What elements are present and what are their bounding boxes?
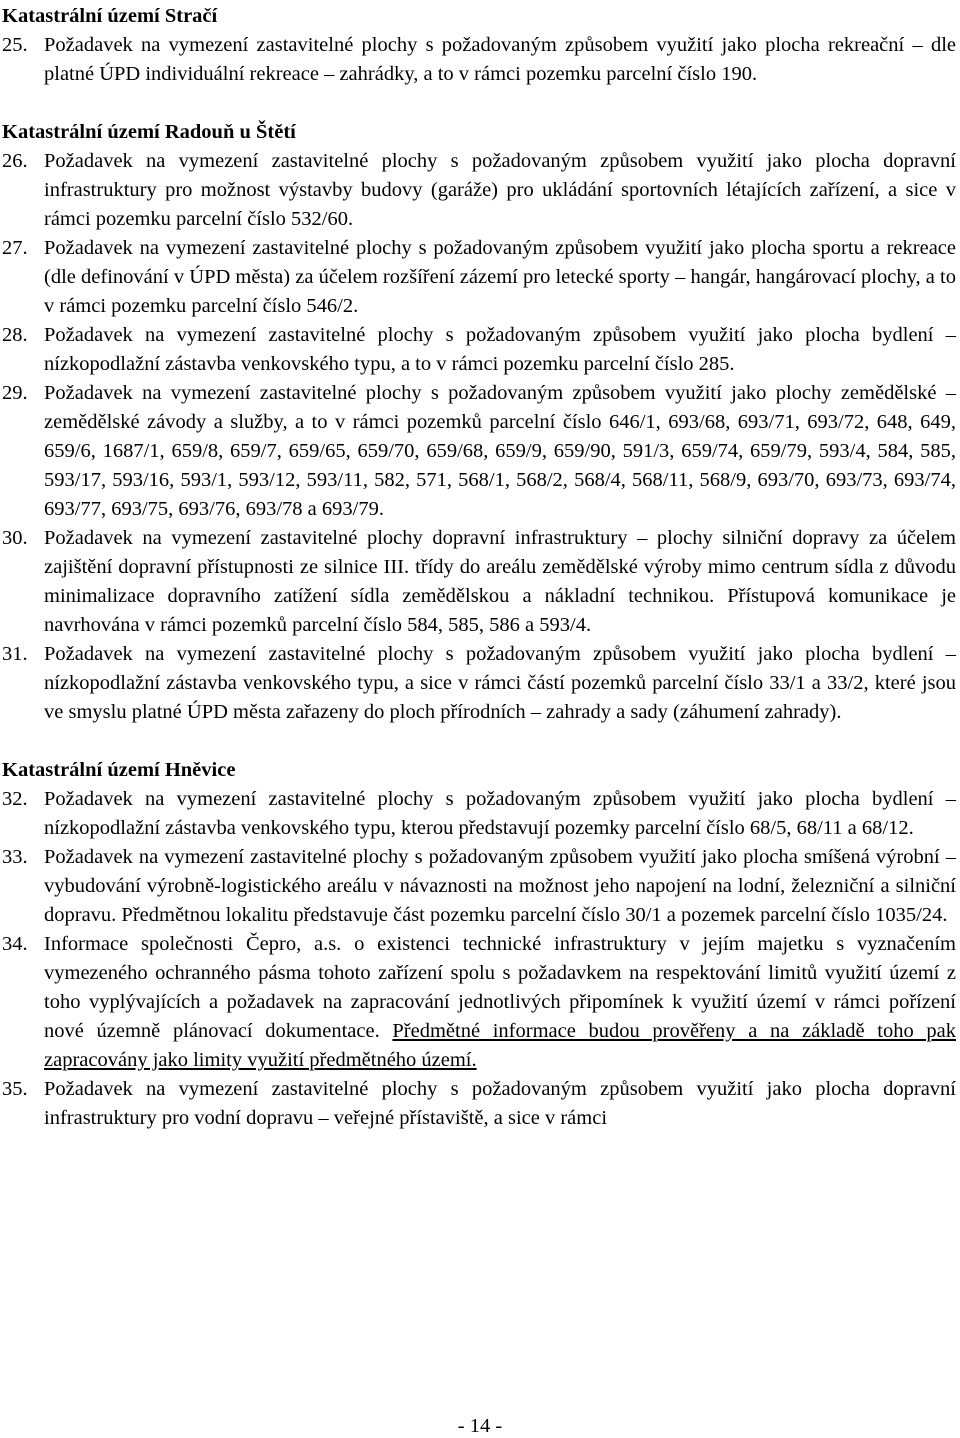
item-number: 28. [2, 324, 28, 346]
section-hnevice [2, 756, 956, 1133]
document-page [2, 2, 956, 1133]
section-radoun [2, 118, 956, 727]
list-item [2, 785, 956, 843]
item-text: Požadavek na vymezení zastavitelné plochy s požadovaným způsobem využití jako plocha rekreační – dle platné ÚPD individuální rekreace – zahrádky, a to v rámci pozemku parcelní číslo 190. [44, 34, 956, 85]
item-text-plain: Informace společnosti Čepro, a.s. o existenci technické infrastruktury v jejím majetku s vyznačením vymezeného ochranného pásma tohoto zařízení spolu s požadavkem na respektování limitů využití území z toho vyplývajících a požadavek na zapracování jednotlivých připomínek k využití území v rámci pořízení nové územně plánovací dokumentace. [44, 933, 956, 1042]
item-number: 25. [2, 34, 28, 56]
list-item [2, 379, 956, 524]
spacer [2, 727, 956, 756]
list-item [2, 640, 956, 727]
item-text: Požadavek na vymezení zastavitelné plochy s požadovaným způsobem využití jako plocha smíšená výrobní – vybudování výrobně-logistického areálu v návaznosti na možnost jeho napojení na lodní, železniční a silniční dopravu. Předmětnou lokalitu představuje část pozemku parcelní číslo 30/1 a pozemek parcelní číslo 1035/24. [44, 846, 956, 926]
page-number: - 14 - [457, 1415, 503, 1437]
item-number: 29. [2, 382, 28, 404]
section-heading: Katastrální území Stračí [2, 5, 218, 27]
list-item [2, 234, 956, 321]
list-item [2, 524, 956, 640]
list-item [2, 930, 956, 1075]
item-number: 32. [2, 788, 28, 810]
item-number: 35. [2, 1078, 28, 1100]
list-item [2, 31, 956, 89]
item-number: 27. [2, 237, 28, 259]
item-text: Požadavek na vymezení zastavitelné plochy s požadovaným způsobem využití jako plochy zemědělské – zemědělské závody a služby, a to v rámci pozemků parcelní číslo 646/1, 693/68, 693/71, 693/72, 648, 649, 659/6, 1687/1, 659/8, 659/7, 659/65, 659/70, 659/68, 659/9, 659/90, 591/3, 659/74, 659/79, 593/4, 584, 585, 593/17, 593/16, 593/1, 593/12, 593/11, 582, 571, 568/1, 568/2, 568/4, 568/11, 568/9, 693/70, 693/73, 693/74, 693/77, 693/75, 693/76, 693/78 a 693/79. [44, 382, 956, 520]
list-item [2, 321, 956, 379]
item-text-underlined: Předmětné informace budou prověřeny a na základě toho pak zapracovány jako limity využití předmětného území. [44, 1020, 956, 1071]
item-number: 30. [2, 527, 28, 549]
item-text [44, 930, 956, 1075]
item-text: Požadavek na vymezení zastavitelné plochy dopravní infrastruktury – plochy silniční dopravy za účelem zajištění dopravní přístupnosti ze silnice III. třídy do areálu zemědělské výroby mimo centrum sídla z důvodu minimalizace dopravního zatížení sídla zemědělskou a nákladní technikou. Přístupová komunikace je navrhována v rámci pozemků parcelní číslo 584, 585, 586 a 593/4. [44, 527, 956, 636]
item-text: Požadavek na vymezení zastavitelné plochy s požadovaným způsobem využití jako plocha bydlení – nízkopodlažní zástavba venkovského typu, kterou představují pozemky parcelní číslo 68/5, 68/11 a 68/12. [44, 788, 956, 839]
item-number: 34. [2, 933, 28, 955]
list-item [2, 1075, 956, 1133]
section-heading: Katastrální území Hněvice [2, 759, 236, 781]
item-text: Požadavek na vymezení zastavitelné plochy s požadovaným způsobem využití jako plocha dopravní infrastruktury pro vodní dopravu – veřejné přístaviště, a sice v rámci [44, 1078, 956, 1129]
list-item [2, 147, 956, 234]
item-text: Požadavek na vymezení zastavitelné plochy s požadovaným způsobem využití jako plocha sportu a rekreace (dle definování v ÚPD města) za účelem rozšíření zázemí pro letecké sporty – hangár, hangárovací plochy, a to v rámci pozemku parcelní číslo 546/2. [44, 237, 956, 317]
section-heading: Katastrální území Radouň u Štětí [2, 121, 296, 143]
item-text: Požadavek na vymezení zastavitelné plochy s požadovaným způsobem využití jako plocha bydlení – nízkopodlažní zástavba venkovského typu, a sice v rámci částí pozemků parcelní číslo 33/1 a 33/2, které jsou ve smyslu platné ÚPD města zařazeny do ploch přírodních – zahrady a sady (záhumení zahrady). [44, 643, 956, 723]
item-number: 26. [2, 150, 28, 172]
item-text: Požadavek na vymezení zastavitelné plochy s požadovaným způsobem využití jako plocha bydlení – nízkopodlažní zástavba venkovského typu, a to v rámci pozemku parcelní číslo 285. [44, 324, 956, 375]
item-text: Požadavek na vymezení zastavitelné plochy s požadovaným způsobem využití jako plocha dopravní infrastruktury pro možnost výstavby budovy (garáže) pro ukládání sportovních létajících zařízení, a sice v rámci pozemku parcelní číslo 532/60. [44, 150, 956, 230]
section-strachi [2, 2, 956, 89]
item-number: 31. [2, 643, 28, 665]
item-number: 33. [2, 846, 28, 868]
spacer [2, 89, 956, 118]
list-item [2, 843, 956, 930]
